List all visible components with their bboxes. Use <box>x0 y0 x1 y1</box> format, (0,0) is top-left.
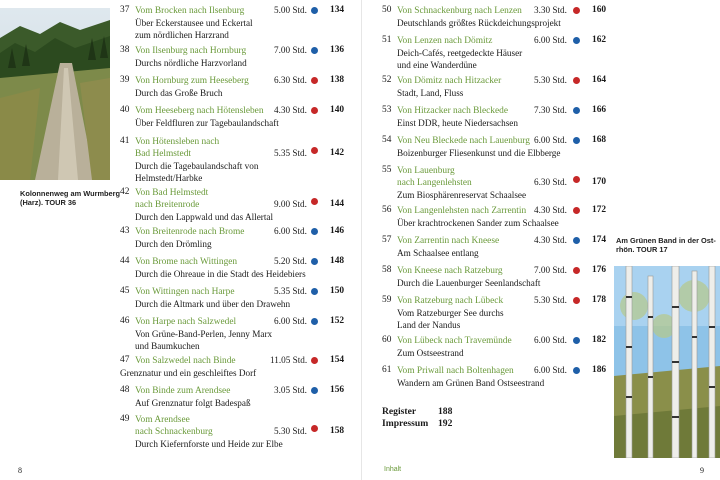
tour-title[interactable]: Von Binde zum Arendsee <box>135 386 231 396</box>
tour-page: 158 <box>330 426 345 436</box>
difficulty-dot-icon <box>573 367 580 374</box>
tour-page: 136 <box>330 45 345 55</box>
tour-description: Stadt, Land, Fluss <box>397 88 464 98</box>
tour-description: Vom Ratzeburger See durchs <box>397 308 504 318</box>
tour-duration: 5.35 Std. <box>274 148 307 158</box>
tour-title[interactable]: Von Neu Bleckede nach Lauenburg <box>397 136 530 146</box>
tour-description: Von Grüne-Band-Perlen, Jenny Marx <box>135 329 273 339</box>
tour-description: Durchs nördliche Harzvorland <box>135 58 247 68</box>
tour-number: 46 <box>120 316 130 326</box>
difficulty-dot-icon <box>573 137 580 144</box>
tour-title[interactable]: Von Ilsenburg nach Hornburg <box>135 46 247 56</box>
tour-title-2[interactable]: Bad Helmstedt <box>135 149 191 159</box>
tour-number: 37 <box>120 5 130 15</box>
tour-title-2[interactable]: nach Breitenrode <box>135 200 200 210</box>
difficulty-dot-icon <box>573 337 580 344</box>
left-photo-caption-line1: Kolonnenweg am Wurmberg <box>20 189 121 198</box>
tour-duration: 5.30 Std. <box>274 426 307 436</box>
tour-page: 176 <box>592 265 607 275</box>
tour-duration: 5.20 Std. <box>274 256 307 266</box>
difficulty-dot-icon <box>311 425 318 432</box>
tour-description: Zum Biosphärenreservat Schaalsee <box>397 190 527 200</box>
impressum-page: 192 <box>438 418 453 429</box>
tour-description-2: Helmstedt/Harbke <box>135 173 203 183</box>
footer-label: Inhalt <box>384 466 402 473</box>
tour-duration: 6.00 Std. <box>274 316 307 326</box>
tour-title[interactable]: Von Langenlehsten nach Zarrentin <box>397 206 527 216</box>
difficulty-dot-icon <box>573 297 580 304</box>
tour-description: Durch die Ohreaue in die Stadt des Heidebiers <box>135 269 306 279</box>
tour-duration: 6.00 Std. <box>274 226 307 236</box>
tour-number: 51 <box>382 35 392 45</box>
tour-number: 60 <box>382 335 392 345</box>
difficulty-dot-icon <box>311 357 318 364</box>
tour-number: 44 <box>120 256 130 266</box>
tour-description: Durch die Tagebaulandschaft von <box>135 161 259 171</box>
tour-description: Über krachtrockenen Sander zum Schaalsee <box>397 218 559 228</box>
difficulty-dot-icon <box>573 7 580 14</box>
tour-page: 166 <box>592 105 607 115</box>
tour-title[interactable]: Von Zarrentin nach Kneese <box>397 236 500 246</box>
tour-number: 58 <box>382 265 392 275</box>
forest-path-photo <box>0 8 110 180</box>
tour-title[interactable]: Von Ratzeburg nach Lübeck <box>397 296 504 306</box>
tour-duration: 6.00 Std. <box>534 35 567 45</box>
tour-title[interactable]: Von Brome nach Wittingen <box>135 257 238 267</box>
tour-number: 45 <box>120 286 130 296</box>
tour-number: 49 <box>120 414 130 424</box>
tour-number: 40 <box>120 105 130 115</box>
left-photo-caption-line2: (Harz). TOUR 36 <box>20 198 77 207</box>
tour-number: 52 <box>382 75 392 85</box>
tour-page: 178 <box>592 295 607 305</box>
tour-title[interactable]: Von Harpe nach Salzwedel <box>135 317 237 327</box>
tour-duration: 3.30 Std. <box>534 5 567 15</box>
tour-duration: 5.30 Std. <box>534 75 567 85</box>
tour-duration: 4.30 Std. <box>534 235 567 245</box>
tour-number: 57 <box>382 235 392 245</box>
tour-duration: 9.00 Std. <box>274 199 307 209</box>
tour-title[interactable]: Von Wittingen nach Harpe <box>135 287 235 297</box>
tour-title[interactable]: Von Dömitz nach Hitzacker <box>397 76 502 86</box>
tour-page: 154 <box>330 355 345 365</box>
right-photo-caption-line1: Am Grünen Band in der Ost- <box>616 236 716 245</box>
difficulty-dot-icon <box>311 47 318 54</box>
tour-description: Am Schaalsee entlang <box>397 248 479 258</box>
tour-description: Einst DDR, heute Niedersachsen <box>397 118 518 128</box>
tour-number: 47 <box>120 355 130 365</box>
tour-duration: 6.00 Std. <box>534 135 567 145</box>
tour-duration: 4.30 Std. <box>534 205 567 215</box>
tour-description-2: und eine Wanderdüne <box>397 60 477 70</box>
right-photo-caption-line2: rhön. TOUR 17 <box>616 245 668 254</box>
difficulty-dot-icon <box>311 318 318 325</box>
tour-description: Auf Grenznatur folgt Badespaß <box>135 398 251 408</box>
tour-title[interactable]: Vom Priwall nach Boltenhagen <box>397 366 514 376</box>
tour-description: Deutschlands größtes Rückdeichungsprojekt <box>397 18 561 28</box>
tour-description: Boizenburger Fliesenkunst und die Elbberge <box>397 148 561 158</box>
tour-duration: 7.00 Std. <box>534 265 567 275</box>
tour-description-2: und Baumkuchen <box>135 341 200 351</box>
tour-number: 50 <box>382 5 392 15</box>
tour-duration: 6.00 Std. <box>534 335 567 345</box>
difficulty-dot-icon <box>573 267 580 274</box>
tour-title[interactable]: Vom Arendsee <box>135 415 190 425</box>
tour-title[interactable]: Vom Brocken nach Ilsenburg <box>135 6 245 16</box>
tour-title[interactable]: Von Lenzen nach Dömitz <box>397 36 493 46</box>
tour-page: 170 <box>592 177 607 187</box>
tour-duration: 7.00 Std. <box>274 45 307 55</box>
page-number-right: 9 <box>700 466 704 475</box>
difficulty-dot-icon <box>311 77 318 84</box>
tour-title[interactable]: Von Schnackenburg nach Lenzen <box>397 6 522 16</box>
tour-description: Über Eckerstausee und Eckertal <box>135 18 253 28</box>
tour-title[interactable]: Von Breitenrode nach Brome <box>135 227 245 237</box>
impressum-label[interactable]: Impressum <box>382 418 429 429</box>
tour-description: Durch den Lappwald und das Allertal <box>135 212 274 222</box>
tour-page: 156 <box>330 385 345 395</box>
tour-description: Durch die Lauenburger Seenlandschaft <box>397 278 541 288</box>
tour-page: 164 <box>592 75 607 85</box>
difficulty-dot-icon <box>311 7 318 14</box>
tour-title-2[interactable]: nach Schnackenburg <box>135 427 213 437</box>
tour-page: 182 <box>592 335 607 345</box>
difficulty-dot-icon <box>573 37 580 44</box>
register-page: 188 <box>438 406 453 417</box>
tour-page: 134 <box>330 5 345 15</box>
tour-number: 56 <box>382 205 392 215</box>
tour-page: 152 <box>330 316 345 326</box>
tour-page: 142 <box>330 148 345 158</box>
tour-title[interactable]: Von Kneese nach Ratzeburg <box>397 266 503 276</box>
tour-title[interactable]: Von Bad Helmstedt <box>135 188 209 198</box>
tour-description: Durch Kiefernforste und Heide zur Elbe <box>135 439 283 449</box>
tour-description: Über Feldfluren zur Tagebaulandschaft <box>135 118 279 128</box>
tour-duration: 7.30 Std. <box>534 105 567 115</box>
tour-page: 150 <box>330 286 345 296</box>
tour-description-2: zum nördlichen Harzrand <box>135 30 229 40</box>
tour-title[interactable]: Von Lübeck nach Travemünde <box>397 336 512 346</box>
tour-number: 59 <box>382 295 392 305</box>
difficulty-dot-icon <box>573 107 580 114</box>
difficulty-dot-icon <box>573 237 580 244</box>
tour-duration: 3.05 Std. <box>274 385 307 395</box>
tour-duration: 6.30 Std. <box>534 177 567 187</box>
tour-description: Durch die Altmark und über den Drawehn <box>135 299 291 309</box>
tour-number: 48 <box>120 385 130 395</box>
difficulty-dot-icon <box>311 288 318 295</box>
difficulty-dot-icon <box>311 107 318 114</box>
page-number-left: 8 <box>18 466 22 475</box>
tour-number: 55 <box>382 165 392 175</box>
tour-duration: 6.30 Std. <box>274 75 307 85</box>
tour-number: 41 <box>120 136 130 146</box>
tour-page: 160 <box>592 5 607 15</box>
difficulty-dot-icon <box>311 387 318 394</box>
tour-description: Durch den Drömling <box>135 239 212 249</box>
tour-title[interactable]: Von Hornburg zum Heeseberg <box>135 76 249 86</box>
tour-description: Deich-Cafés, reetgedeckte Häuser <box>397 48 523 58</box>
tour-duration: 4.30 Std. <box>274 105 307 115</box>
tour-number: 54 <box>382 135 392 145</box>
difficulty-dot-icon <box>311 258 318 265</box>
tour-page: 140 <box>330 105 345 115</box>
tour-title[interactable]: Von Lauenburg <box>397 166 455 176</box>
tour-title[interactable]: Vom Heeseberg nach Hötensleben <box>135 106 264 116</box>
birch-forest-photo <box>614 266 720 458</box>
tour-page: 146 <box>330 226 345 236</box>
tour-duration: 11.05 Std. <box>270 355 308 365</box>
tour-number: 39 <box>120 75 130 85</box>
tour-number: 38 <box>120 45 130 55</box>
tour-duration: 5.30 Std. <box>534 295 567 305</box>
difficulty-dot-icon <box>311 228 318 235</box>
tour-page: 138 <box>330 75 345 85</box>
register-label[interactable]: Register <box>382 406 417 417</box>
tour-page: 162 <box>592 35 607 45</box>
tour-description: Zum Ostseestrand <box>397 348 464 358</box>
tour-duration: 5.00 Std. <box>274 5 307 15</box>
tour-page: 172 <box>592 205 607 215</box>
tour-title[interactable]: Von Hötensleben nach <box>135 137 220 147</box>
right-page <box>362 0 720 480</box>
tour-duration: 5.35 Std. <box>274 286 307 296</box>
tour-title-2[interactable]: nach Langenlehsten <box>397 178 472 188</box>
difficulty-dot-icon <box>311 198 318 205</box>
tour-page: 144 <box>330 199 345 209</box>
difficulty-dot-icon <box>311 147 318 154</box>
tour-number: 43 <box>120 226 130 236</box>
tour-page: 186 <box>592 365 607 375</box>
tour-number: 42 <box>120 187 130 197</box>
tour-number: 61 <box>382 365 392 375</box>
difficulty-dot-icon <box>573 207 580 214</box>
tour-title[interactable]: Von Hitzacker nach Bleckede <box>397 106 508 116</box>
tour-page: 174 <box>592 235 607 245</box>
tour-number: 53 <box>382 105 392 115</box>
tour-page: 148 <box>330 256 345 266</box>
tour-title[interactable]: Von Salzwedel nach Binde <box>135 356 236 366</box>
tour-description: Grenznatur und ein geschleiftes Dorf <box>120 368 257 378</box>
tour-description: Durch das Große Bruch <box>135 88 223 98</box>
difficulty-dot-icon <box>573 176 580 183</box>
tour-description-2: Land der Nandus <box>397 320 461 330</box>
tour-description: Wandern am Grünen Band Ostseestrand <box>397 378 545 388</box>
tour-page: 168 <box>592 135 607 145</box>
tour-duration: 6.00 Std. <box>534 365 567 375</box>
difficulty-dot-icon <box>573 77 580 84</box>
